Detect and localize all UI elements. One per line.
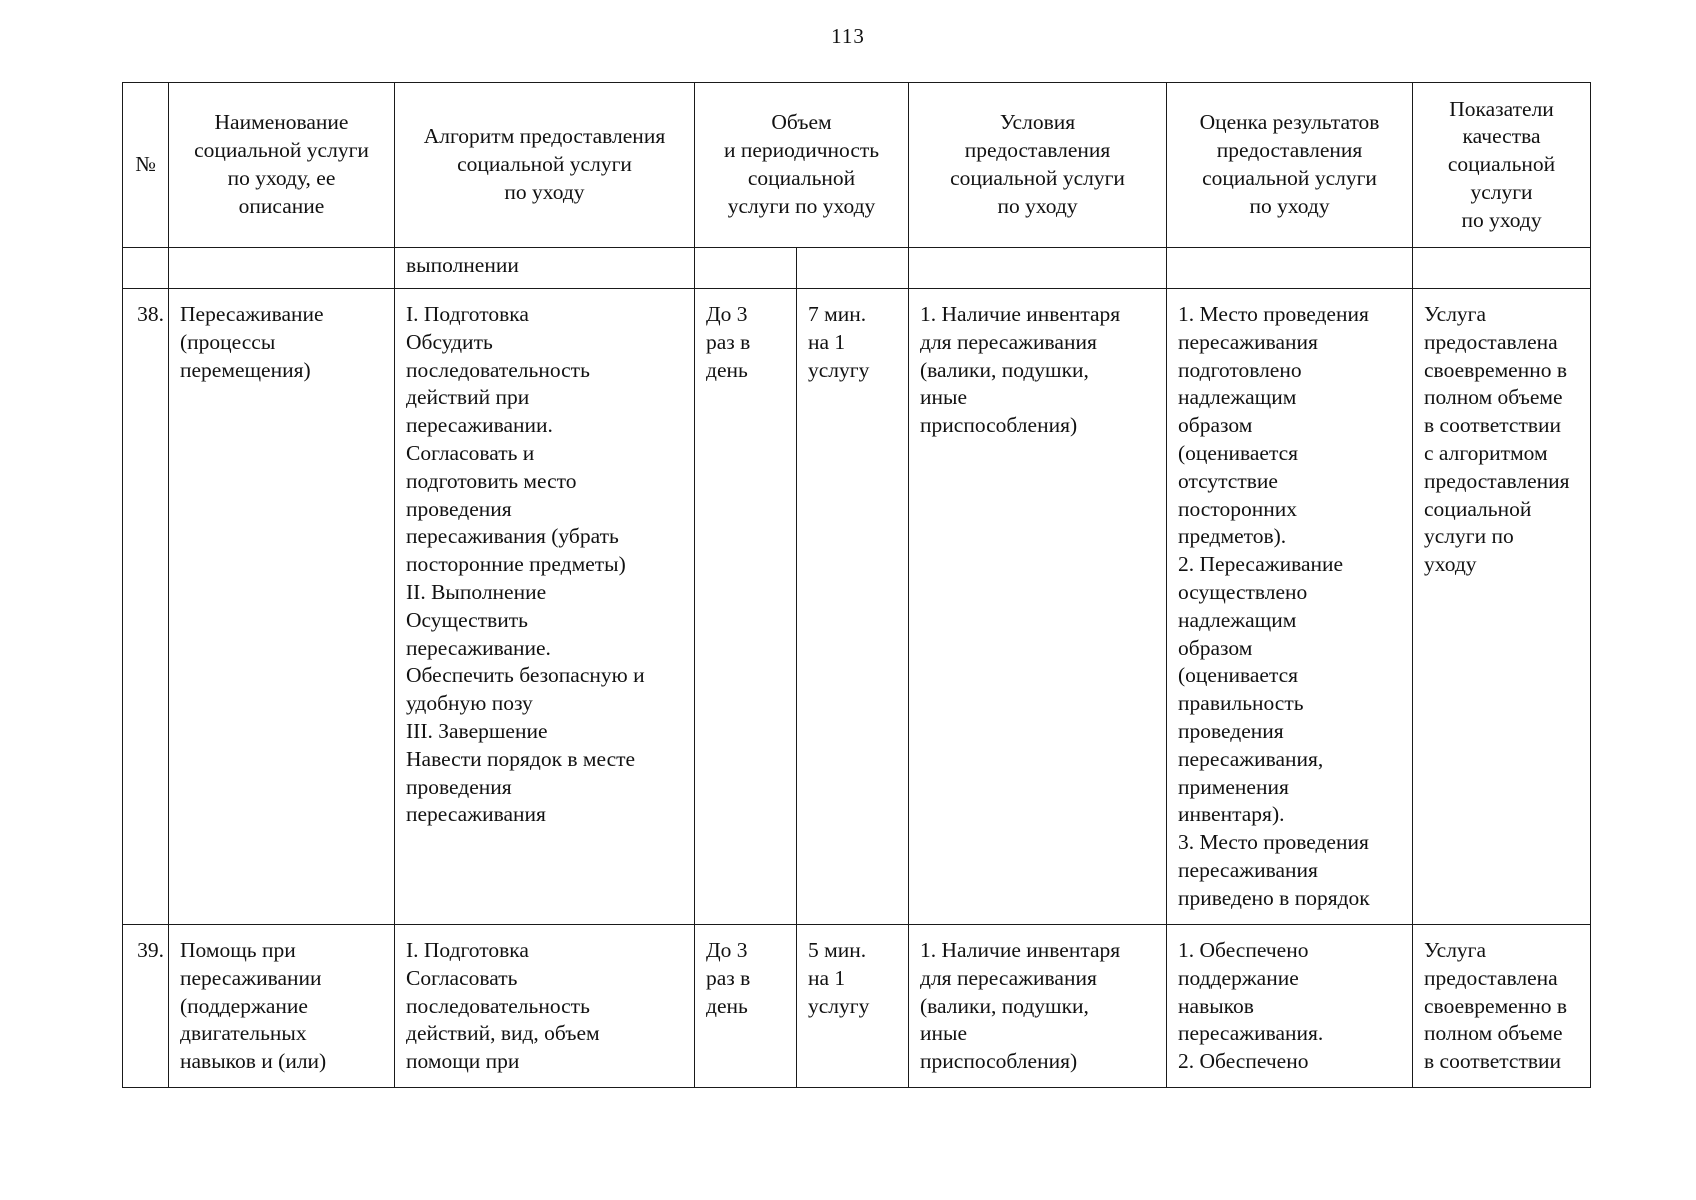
continuation-quality-cell	[1413, 248, 1591, 289]
header-algorithm	[395, 83, 695, 248]
header-service-name-label: Наименование социальной услуги по уходу, ее описание	[194, 110, 369, 218]
row-39-service-name: Помощь при пересаживании (поддержание двигательных навыков и (или)	[180, 938, 327, 1074]
row-38-frequency-cell	[695, 289, 797, 925]
table-row-39	[123, 925, 1591, 1088]
row-38-name-cell	[169, 289, 395, 925]
row-39-frequency-cell	[695, 925, 797, 1088]
continuation-num-cell	[123, 248, 169, 289]
page-number: 113	[831, 24, 865, 48]
row-39-conditions: 1. Наличие инвентаря для пересаживания (валики, подушки, иные приспособления)	[920, 938, 1121, 1074]
continuation-evaluation-cell	[1167, 248, 1413, 289]
header-conditions-label: Условия предоставления социальной услуги по уходу	[950, 110, 1125, 218]
header-volume-frequency-label: Объем и периодичность социальной услуги по уходу	[723, 110, 880, 218]
row-38-quality-cell	[1413, 289, 1591, 925]
header-quality	[1413, 83, 1591, 248]
header-number	[123, 83, 169, 248]
row-38-conditions-cell	[909, 289, 1167, 925]
continuation-algorithm-cell	[395, 248, 695, 289]
row-39-name-cell	[169, 925, 395, 1088]
row-39-conditions-cell	[909, 925, 1167, 1088]
continuation-name-cell	[169, 248, 395, 289]
row-39-algorithm: I. Подготовка Согласовать последовательность действий, вид, объем помощи при	[406, 938, 600, 1074]
row-39-quality: Услуга предоставлена своевременно в полном объеме в соответствии	[1424, 938, 1567, 1074]
row-38-service-name: Пересаживание (процессы перемещения)	[180, 302, 324, 382]
row-39-num-cell	[123, 925, 169, 1088]
continuation-duration-cell	[797, 248, 909, 289]
header-service-name	[169, 83, 395, 248]
continuation-row	[123, 248, 1591, 289]
row-38-number: 38.	[137, 302, 164, 326]
row-38-algorithm-cell	[395, 289, 695, 925]
row-38-evaluation: 1. Место проведения пересаживания подготовлено надлежащим образом (оценивается отсутствие посторонних предметов). 2. Пересаживание осуществлено надлежащим образом (оценивается правильность проведения пересаживания, применения инвентаря). 3. Место проведения пересаживания приведено в порядок	[1178, 302, 1370, 910]
table-header-row	[123, 83, 1591, 248]
header-evaluation	[1167, 83, 1413, 248]
table-row-38	[123, 289, 1591, 925]
continuation-conditions-cell	[909, 248, 1167, 289]
social-services-table	[122, 82, 1591, 1088]
header-evaluation-label: Оценка результатов предоставления социальной услуги по уходу	[1199, 110, 1380, 218]
header-quality-label: Показатели качества социальной услуги по уходу	[1447, 96, 1556, 232]
row-38-algorithm: I. Подготовка Обсудить последовательность действий при пересаживании. Согласовать и подготовить место проведения пересаживания (убрать посторонние предметы) II. Выполнение Осуществить пересаживание. Обеспечить безопасную и удобную позу III. Завершение Навести порядок в месте проведения пересаживания	[406, 302, 645, 827]
header-conditions	[909, 83, 1167, 248]
header-algorithm-label: Алгоритм предоставления социальной услуги по уходу	[423, 124, 666, 204]
row-38-evaluation-cell	[1167, 289, 1413, 925]
row-39-duration: 5 мин. на 1 услугу	[808, 938, 870, 1018]
row-39-quality-cell	[1413, 925, 1591, 1088]
row-38-conditions: 1. Наличие инвентаря для пересаживания (валики, подушки, иные приспособления)	[920, 302, 1121, 438]
row-39-frequency: До 3 раз в день	[706, 938, 751, 1018]
row-39-algorithm-cell	[395, 925, 695, 1088]
row-38-num-cell	[123, 289, 169, 925]
row-38-duration-cell	[797, 289, 909, 925]
row-39-evaluation-cell	[1167, 925, 1413, 1088]
header-volume-frequency	[695, 83, 909, 248]
row-38-frequency: До 3 раз в день	[706, 302, 751, 382]
continuation-frequency-cell	[695, 248, 797, 289]
header-number-label: №	[135, 152, 156, 177]
row-39-evaluation: 1. Обеспечено поддержание навыков пересаживания. 2. Обеспечено	[1178, 938, 1324, 1074]
row-38-quality: Услуга предоставлена своевременно в полном объеме в соответствии с алгоритмом предоставления социальной услуги по уходу	[1424, 302, 1570, 577]
row-39-number: 39.	[137, 938, 164, 962]
continuation-algorithm-text: выполнении	[406, 253, 519, 277]
row-39-duration-cell	[797, 925, 909, 1088]
row-38-duration: 7 мин. на 1 услугу	[808, 302, 870, 382]
